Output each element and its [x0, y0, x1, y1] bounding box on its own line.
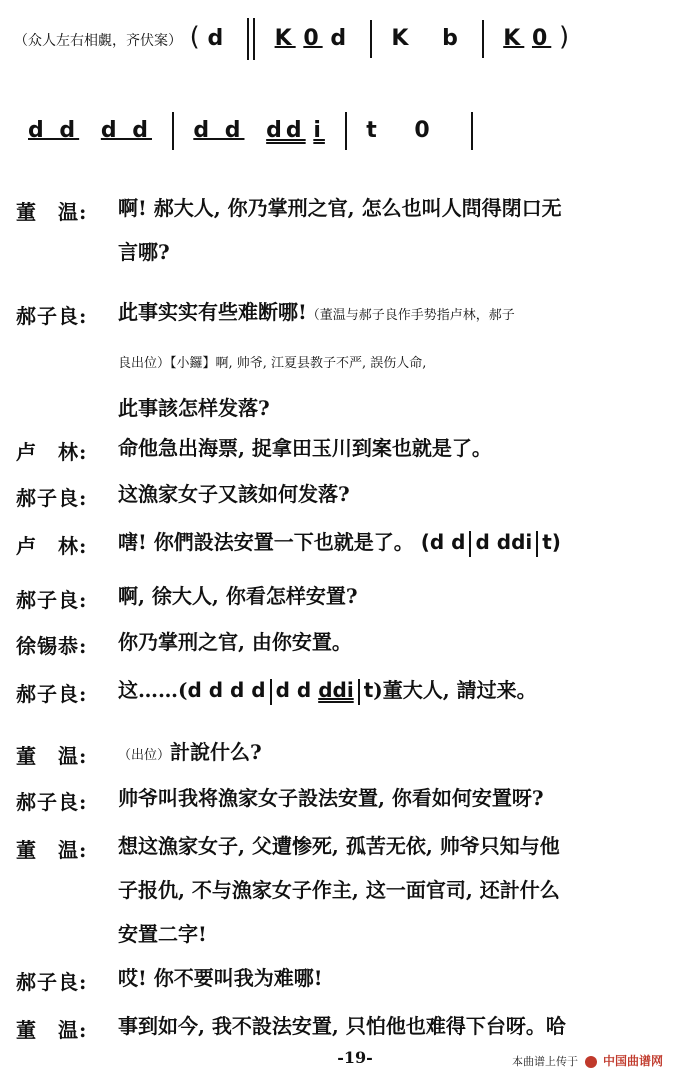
speech-line [118, 290, 688, 338]
speech-line: 哎! 你不要叫我为难哪! [118, 966, 323, 990]
barline [536, 531, 538, 557]
repeat-barline [247, 18, 255, 60]
speaker-name: 董 温: [16, 838, 88, 862]
inline-notation: d d d d [187, 678, 266, 702]
inline-notation: d d [275, 678, 312, 702]
inline-notation: t [363, 678, 374, 702]
note-group: d d [193, 118, 245, 143]
stage-direction: （众人左右相覷，齐伏案） [14, 33, 182, 49]
speech-text [118, 730, 688, 778]
barline [270, 679, 272, 705]
note-fermata: 0 [303, 26, 323, 51]
speech-segment: 此事实实有些难断哪! [118, 300, 307, 324]
note: 0 [414, 118, 434, 143]
speech-line: 命他急出海票, 捉拿田玉川到案也就是了。 [118, 436, 492, 460]
speech-line: 这漁家女子又該如何发落? [118, 482, 350, 506]
barline [358, 679, 360, 705]
speech-line: 啊, 徐大人, 你看怎样安置? [118, 584, 358, 608]
note-group: dd [266, 118, 306, 143]
stage-direction: （董温与郝子良作手势指卢林，郝子 [306, 308, 515, 323]
notation-row-2 [28, 112, 686, 150]
note: b [442, 26, 462, 51]
stage-direction: （出位） [118, 748, 171, 763]
speaker-name: 徐锡恭: [16, 634, 88, 658]
note: d [330, 26, 351, 51]
speech-line: 你乃掌刑之官, 由你安置。 [118, 630, 352, 654]
inline-notation: t) [542, 530, 561, 554]
note: K [274, 26, 296, 51]
note: d [207, 26, 228, 51]
speech-line: 安置二字! [118, 922, 207, 946]
inline-notation: d ddi [475, 530, 533, 554]
notation-close-paren: ) [558, 22, 570, 52]
note-group: d d [100, 118, 152, 143]
inline-notation: (d d [420, 530, 466, 554]
speech-text [118, 668, 688, 712]
speech-segment: 嗐! 你們設法安置一下也就是了。 [118, 530, 414, 554]
speaker-name: 郝子良: [16, 790, 88, 814]
speech-line: 言哪? [118, 240, 170, 264]
speech-text [118, 290, 688, 430]
speech-segment: 这……( [118, 678, 188, 702]
speech-text [118, 520, 688, 564]
barline [469, 531, 471, 557]
speaker-name: 郝子良: [16, 486, 88, 510]
speaker-name: 郝子良: [16, 682, 88, 706]
notation-row-1 [14, 18, 686, 60]
stage-direction-cont: 良出位）【小鑼】啊, 帅爷, 江夏县教子不严, 誤伤人命, [118, 356, 427, 371]
speech-line: 事到如今, 我不設法安置, 只怕他也难得下台呀。哈 [118, 1014, 566, 1038]
speaker-name: 卢 林: [16, 440, 88, 464]
speech-line: 此事該怎样发落? [118, 396, 270, 420]
notation-open-paren: ( [189, 22, 200, 52]
speaker-name: 董 温: [16, 200, 88, 224]
speech-line: 想这漁家女子, 父遭惨死, 孤苦无依, 帅爷只知与他 [118, 834, 560, 858]
barline [482, 20, 484, 58]
speech-segment: )董大人, 請过来。 [373, 678, 537, 702]
speech-line [118, 338, 688, 386]
note: K [391, 26, 413, 51]
speaker-name: 郝子良: [16, 588, 88, 612]
barline [370, 20, 372, 58]
note: 0 [531, 26, 552, 51]
page-number: -19- [337, 1048, 373, 1067]
credit-text: 本曲谱上传于 [512, 1055, 578, 1068]
speaker-name: 郝子良: [16, 970, 88, 994]
note-group: d d [28, 118, 80, 143]
speech-line: 子报仇, 不与漁家女子作主, 这一面官司, 还計什么 [118, 878, 560, 902]
speech-line: 帅爷叫我将漁家女子設法安置, 你看如何安置呀? [118, 786, 544, 810]
note: K [503, 26, 525, 51]
speech-text [118, 824, 688, 956]
barline [172, 112, 174, 150]
barline [345, 112, 347, 150]
note: t [366, 118, 381, 143]
speech-segment: 計說什么? [170, 740, 262, 764]
speaker-name: 董 温: [16, 1018, 88, 1042]
barline [471, 112, 473, 150]
speaker-name: 董 温: [16, 744, 88, 768]
site-logo-icon [585, 1056, 597, 1068]
note: i [313, 118, 325, 143]
speech-text [118, 186, 688, 274]
site-brand: 中国曲谱网 [603, 1054, 664, 1068]
speaker-name: 郝子良: [16, 304, 88, 328]
speech-line: 啊! 郝大人, 你乃掌刑之官, 怎么也叫人問得閉口无 [118, 196, 562, 220]
upload-credit [512, 1052, 663, 1069]
speaker-name: 卢 林: [16, 534, 88, 558]
inline-notation: ddi [318, 678, 354, 702]
